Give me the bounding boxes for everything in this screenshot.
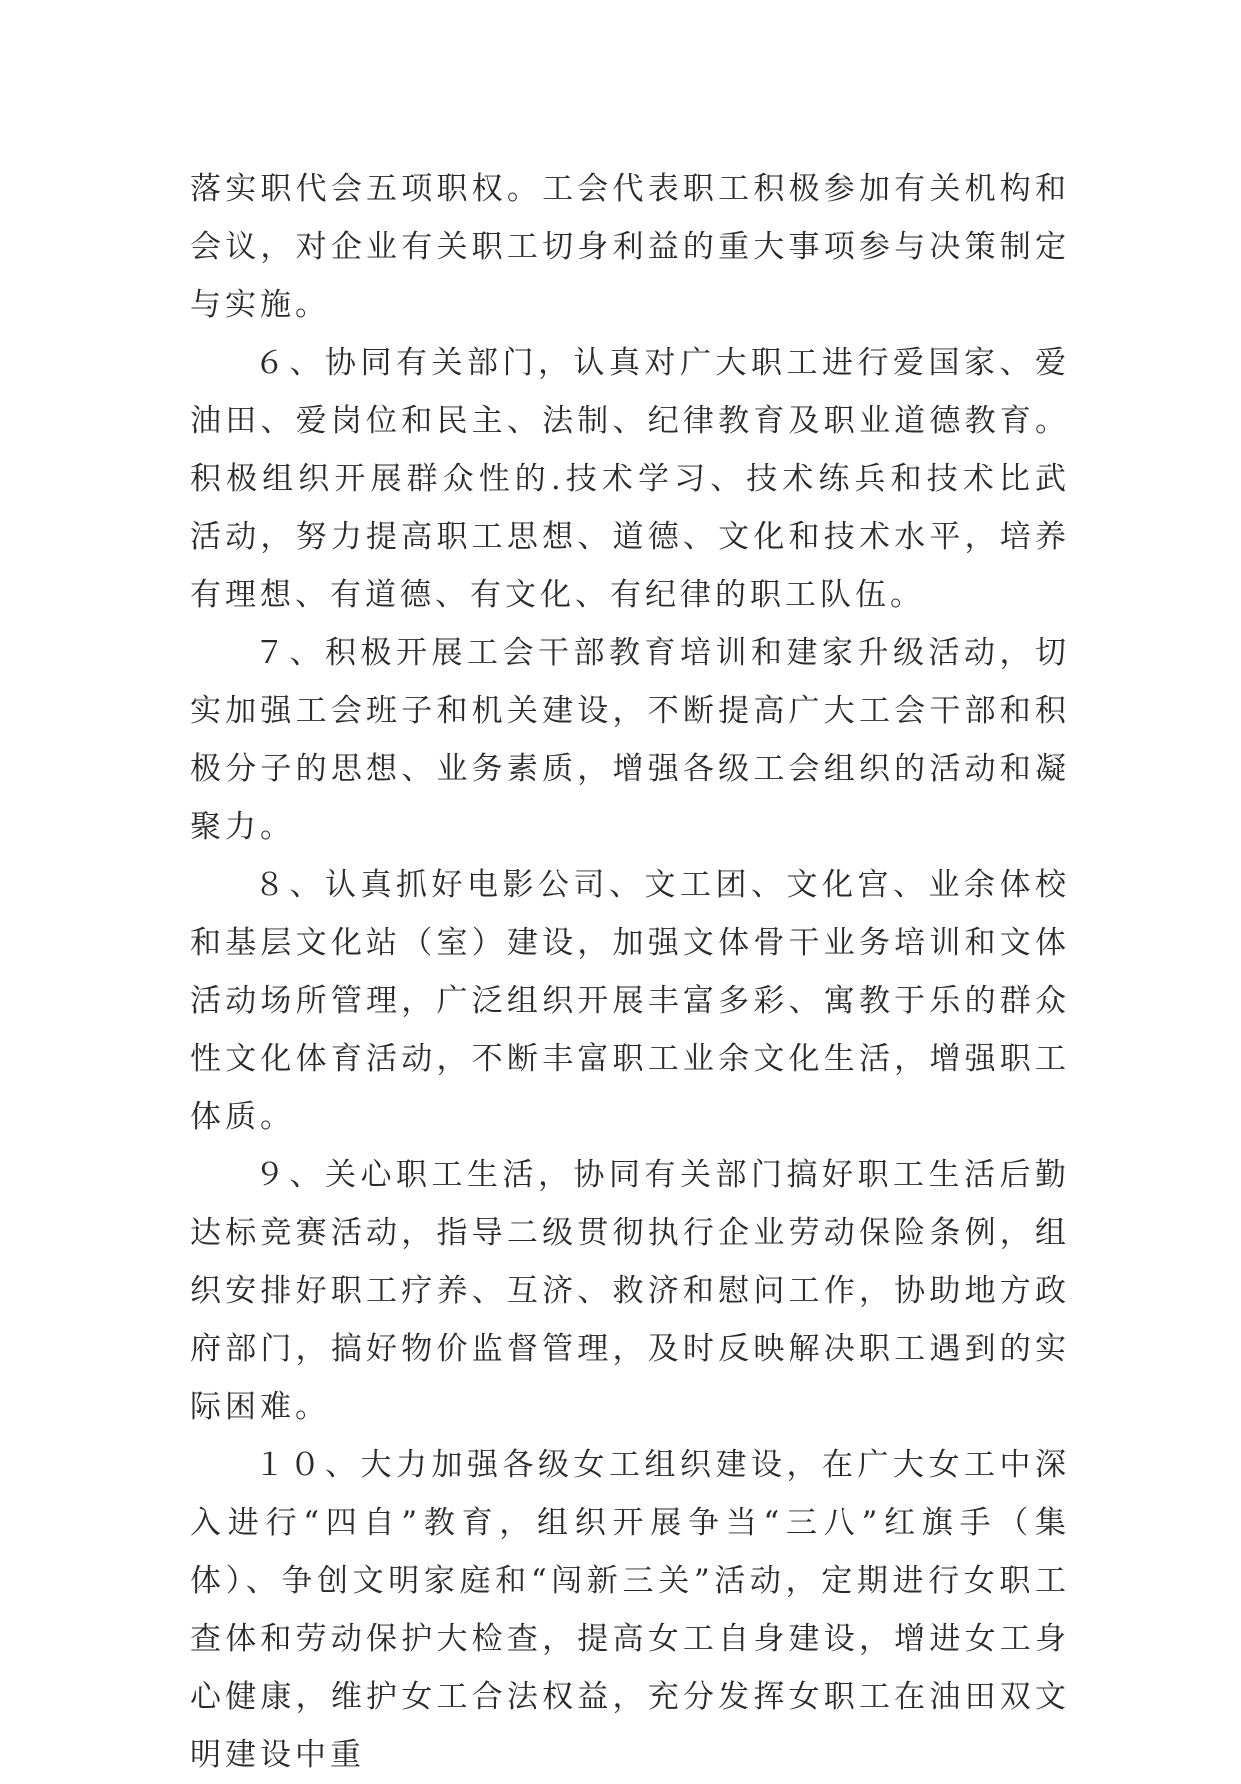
paragraph-item-10: １０、大力加强各级女工组织建设，在广大女工中深入进行“四自”教育，组织开展争当“三八”红旗手（集体）、争创文明家庭和“闯新三关”活动，定期进行女职工查体和劳动保护大检查，提高女工自身建设，增进女工身心健康，维护女工合法权益，充分发挥女职工在油田双文明建设中重 <box>190 1447 1070 1773</box>
paragraph-continuation: 落实职代会五项职权。工会代表职工积极参加有关机构和会议，对企业有关职工切身利益的重大事项参与决策制定与实施。 <box>190 171 1070 323</box>
paragraph-item-8: ８、认真抓好电影公司、文工团、文化宫、业余体校和基层文化站（室）建设，加强文体骨干业务培训和文体活动场所管理，广泛组织开展丰富多彩、寓教于乐的群众性文化体育活动，不断丰富职工业余文化生活，增强职工体质。 <box>190 867 1070 1135</box>
paragraph-item-9: ９、关心职工生活，协同有关部门搞好职工生活后勤达标竞赛活动，指导二级贯彻执行企业劳动保险条例，组织安排好职工疗养、互济、救济和慰问工作，协助地方政府部门，搞好物价监督管理，及时反映解决职工遇到的实际困难。 <box>190 1157 1070 1425</box>
paragraph-item-7: ７、积极开展工会干部教育培训和建家升级活动，切实加强工会班子和机关建设，不断提高广大工会干部和积极分子的思想、业务素质，增强各级工会组织的活动和凝聚力。 <box>190 635 1070 845</box>
document-body <box>190 160 1070 1784</box>
paragraph-item-6: ６、协同有关部门，认真对广大职工进行爱国家、爱油田、爱岗位和民主、法制、纪律教育及职业道德教育。积极组织开展群众性的.技术学习、技术练兵和技术比武活动，努力提高职工思想、道德、文化和技术水平，培养有理想、有道德、有文化、有纪律的职工队伍。 <box>190 345 1070 613</box>
